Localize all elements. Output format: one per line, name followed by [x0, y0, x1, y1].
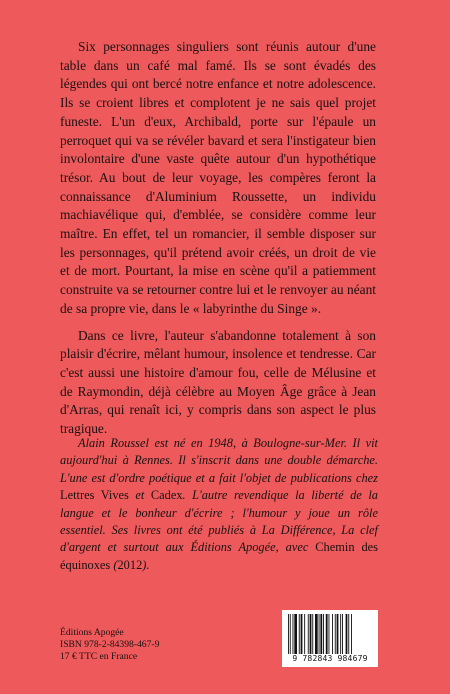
publisher-name: Éditions Apogée	[60, 627, 124, 638]
blurb-paragraph-1: Six personnages singuliers sont réunis autour d'une table dans un café mal famé. Ils se sont évadés des légendes qui ont bercé notre enfance et notre adolescence. Ils se croient libres et complotent je ne sais quel projet funeste. L'un d'eux, Archibald, porte sur l'épaule un perroquet qui va se révéler bavard et sera l'instigateur bien involontaire d'une vaste quête autour d'un hypothétique trésor. Au bout de leur voyage, les compères feront la connaissance d'Aluminium Roussette, un individu machiavélique qui, d'emblée, se considère comme leur maître. En effet, tel un romancier, il semble disposer sur les personnages, qu'il prétend avoir créés, un droit de vie et de mort. Pourtant, la mise en scène qu'il a patiemment construite va se retourner contre lui et le renvoyer au néant de sa propre vie, dans le « labyrinthe du Singe ».	[60, 39, 376, 316]
barcode-bar	[310, 614, 312, 654]
barcode-bar	[340, 614, 341, 654]
barcode-bar	[348, 614, 349, 654]
barcode-bar	[288, 614, 289, 654]
barcode-bars	[288, 614, 372, 654]
barcode-bar	[319, 614, 320, 654]
barcode-bar	[290, 614, 291, 654]
barcode-bar	[346, 614, 348, 654]
barcode-bar	[323, 614, 324, 654]
barcode-bar	[308, 614, 309, 654]
barcode-bar	[337, 614, 339, 654]
barcode-bar	[312, 614, 313, 654]
author-bio-text: Alain Roussel est né en 1948, à Boulogne-sur-Mer. Il vit aujourd'hui à Rennes. Il s'inscrit dans une double démarche. L'une est d'ordre poétique et a fait l'objet de publications chez Lettres Vives et Cadex. L'autre revendique la liberté de la langue et le bonheur d'écrire ; l'humour y joue un rôle essentiel. Ses livres ont été publiés à La Différence, La clef d'argent et surtout aux Éditions Apogée, avec Chemin des équinoxes (2012).	[60, 436, 378, 572]
barcode-bar	[293, 614, 294, 654]
barcode-bar	[351, 614, 352, 654]
barcode-bar	[301, 614, 303, 654]
barcode-bar	[329, 614, 330, 654]
barcode-bar	[342, 614, 343, 654]
barcode-bar	[326, 614, 328, 654]
barcode-bar	[332, 614, 333, 654]
barcode-digits: 9 782843 984679	[292, 654, 368, 663]
barcode-bar	[315, 614, 318, 654]
barcode-bar	[294, 614, 297, 654]
barcode-bar	[320, 614, 322, 654]
author-bio	[60, 435, 378, 574]
publisher-info	[60, 627, 159, 664]
isbn: ISBN 978-2-84398-467-9	[60, 639, 160, 651]
barcode-bar	[304, 614, 305, 654]
barcode-bar	[335, 614, 336, 654]
barcode	[282, 610, 378, 667]
blurb-paragraph-2: Dans ce livre, l'auteur s'abandonne totalement à son plaisir d'écrire, mêlant humour, insolence et tendresse. Car c'est aussi une histoire d'amour fou, celle de Mélusine et de Raymondin, déjà célèbre au Moyen Âge grâce à Jean d'Arras, qui renaît ici, y compris dans son aspect le plus tragique.	[60, 327, 376, 437]
blurb	[60, 38, 376, 439]
price: 17 € TTC en France	[60, 651, 138, 663]
barcode-bar	[299, 614, 300, 654]
